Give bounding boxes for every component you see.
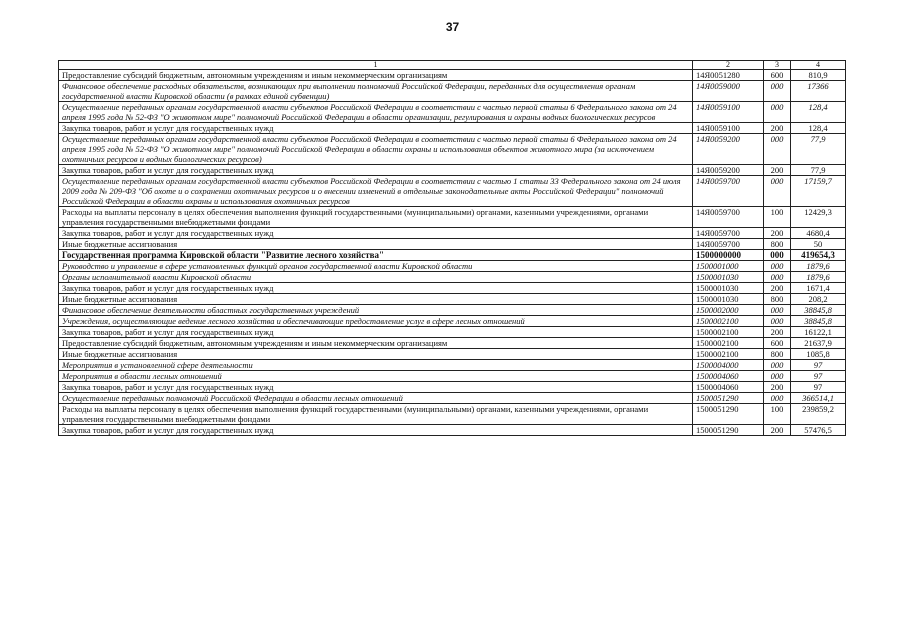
table-row: [59, 294, 846, 305]
row-code-cell: 1500002000: [693, 305, 764, 316]
table-row: [59, 349, 846, 360]
budget-table: [58, 60, 846, 436]
row-type-cell: 200: [764, 382, 791, 393]
row-amount-cell: 366514,1: [791, 393, 846, 404]
row-amount-cell: 1671,4: [791, 283, 846, 294]
row-type-cell: 000: [764, 305, 791, 316]
row-type-cell: 200: [764, 228, 791, 239]
row-type-cell: 200: [764, 165, 791, 176]
row-name-cell: Мероприятия в области лесных отношений: [59, 371, 693, 382]
table-row: [59, 70, 846, 81]
row-name-cell: Иные бюджетные ассигнования: [59, 294, 693, 305]
row-type-cell: 000: [764, 316, 791, 327]
row-name-cell: Предоставление субсидий бюджетным, автономным учреждениям и иным некоммерческим организациям: [59, 70, 693, 81]
row-type-cell: 200: [764, 327, 791, 338]
row-amount-cell: 77,9: [791, 165, 846, 176]
row-name-cell: Государственная программа Кировской области "Развитие лесного хозяйства": [59, 250, 693, 261]
row-type-cell: 000: [764, 176, 791, 207]
row-amount-cell: 21637,9: [791, 338, 846, 349]
table-row: [59, 239, 846, 250]
row-name-cell: Предоставление субсидий бюджетным, автономным учреждениям и иным некоммерческим организациям: [59, 338, 693, 349]
row-amount-cell: 4680,4: [791, 228, 846, 239]
table-row: [59, 360, 846, 371]
table-header-row: [59, 61, 846, 70]
table-row: [59, 316, 846, 327]
row-type-cell: 200: [764, 123, 791, 134]
row-name-cell: Закупка товаров, работ и услуг для государственных нужд: [59, 425, 693, 436]
row-code-cell: 14Я0051280: [693, 70, 764, 81]
row-name-cell: Осуществление переданных органам государственной власти субъектов Российской Федерации в соответствии с частью первой статьи 6 Федерального закона от 24 апреля 1995 года № 52-ФЗ "О животном мире" полномочий Российской Федерации в области охраны и использования объектов животного мира (за исключением охотничьих ресурсов и водных биологических ресурсов): [59, 134, 693, 165]
row-code-cell: 1500002100: [693, 349, 764, 360]
row-name-cell: Закупка товаров, работ и услуг для государственных нужд: [59, 165, 693, 176]
row-type-cell: 800: [764, 239, 791, 250]
row-name-cell: Мероприятия в установленной сфере деятельности: [59, 360, 693, 371]
row-amount-cell: 57476,5: [791, 425, 846, 436]
header-col-3: 3: [764, 61, 791, 70]
row-amount-cell: 97: [791, 382, 846, 393]
row-code-cell: 1500001000: [693, 261, 764, 272]
budget-table-body: [59, 61, 846, 436]
row-type-cell: 600: [764, 70, 791, 81]
row-type-cell: 000: [764, 360, 791, 371]
row-name-cell: Закупка товаров, работ и услуг для государственных нужд: [59, 382, 693, 393]
row-amount-cell: 77,9: [791, 134, 846, 165]
table-row: [59, 176, 846, 207]
row-amount-cell: 97: [791, 360, 846, 371]
row-code-cell: 14Я0059700: [693, 228, 764, 239]
row-type-cell: 800: [764, 294, 791, 305]
table-row: [59, 261, 846, 272]
row-amount-cell: 16122,1: [791, 327, 846, 338]
row-code-cell: 14Я0059100: [693, 123, 764, 134]
table-row: [59, 305, 846, 316]
row-code-cell: 1500001030: [693, 272, 764, 283]
row-code-cell: 1500051290: [693, 425, 764, 436]
row-name-cell: Расходы на выплаты персоналу в целях обеспечения выполнения функций государственными (муниципальными) органами, казенными учреждениями, органами управления государственными внебюджетными фондами: [59, 207, 693, 228]
row-amount-cell: 208,2: [791, 294, 846, 305]
row-amount-cell: 38845,8: [791, 305, 846, 316]
row-amount-cell: 17159,7: [791, 176, 846, 207]
table-row: [59, 81, 846, 102]
row-type-cell: 000: [764, 393, 791, 404]
row-code-cell: 14Я0059700: [693, 176, 764, 207]
row-amount-cell: 12429,3: [791, 207, 846, 228]
row-type-cell: 000: [764, 371, 791, 382]
table-row: [59, 371, 846, 382]
row-type-cell: 100: [764, 207, 791, 228]
row-code-cell: 1500004000: [693, 360, 764, 371]
row-amount-cell: 97: [791, 371, 846, 382]
table-row: [59, 338, 846, 349]
row-code-cell: 1500000000: [693, 250, 764, 261]
row-name-cell: Финансовое обеспечение деятельности областных государственных учреждений: [59, 305, 693, 316]
row-code-cell: 1500002100: [693, 327, 764, 338]
row-name-cell: Иные бюджетные ассигнования: [59, 349, 693, 360]
row-code-cell: 14Я0059100: [693, 102, 764, 123]
row-name-cell: Закупка товаров, работ и услуг для государственных нужд: [59, 283, 693, 294]
table-row: [59, 123, 846, 134]
row-type-cell: 100: [764, 404, 791, 425]
row-type-cell: 200: [764, 283, 791, 294]
row-code-cell: 14Я0059700: [693, 239, 764, 250]
row-amount-cell: 810,9: [791, 70, 846, 81]
row-type-cell: 800: [764, 349, 791, 360]
table-row: [59, 272, 846, 283]
row-name-cell: Закупка товаров, работ и услуг для государственных нужд: [59, 123, 693, 134]
row-name-cell: Расходы на выплаты персоналу в целях обеспечения выполнения функций государственными (муниципальными) органами, казенными учреждениями, органами управления государственными внебюджетными фондами: [59, 404, 693, 425]
row-code-cell: 1500002100: [693, 316, 764, 327]
row-type-cell: 600: [764, 338, 791, 349]
row-type-cell: 000: [764, 134, 791, 165]
row-name-cell: Органы исполнительной власти Кировской области: [59, 272, 693, 283]
row-amount-cell: 17366: [791, 81, 846, 102]
row-type-cell: 200: [764, 425, 791, 436]
row-name-cell: Учреждения, осуществляющие ведение лесного хозяйства и обеспечивающие предоставление услуг в сфере лесных отношений: [59, 316, 693, 327]
row-code-cell: 1500004060: [693, 382, 764, 393]
row-name-cell: Осуществление переданных полномочий Российской Федерации в области лесных отношений: [59, 393, 693, 404]
row-code-cell: 1500051290: [693, 404, 764, 425]
table-row: [59, 382, 846, 393]
row-type-cell: 000: [764, 261, 791, 272]
row-code-cell: 14Я0059200: [693, 165, 764, 176]
row-type-cell: 000: [764, 250, 791, 261]
table-row: [59, 134, 846, 165]
row-name-cell: Закупка товаров, работ и услуг для государственных нужд: [59, 327, 693, 338]
row-amount-cell: 50: [791, 239, 846, 250]
table-row: [59, 250, 846, 261]
row-name-cell: Осуществление переданных органам государственной власти субъектов Российской Федерации в соответствии с частью 1 статьи 33 Федерального закона от 24 июля 2009 года № 209-ФЗ "Об охоте и о сохранении охотничьих ресурсов и о внесении изменений в отдельные законодательные акты Российской Федерации" полномочий Российской Федерации в области охраны и использования охотничьих ресурсов: [59, 176, 693, 207]
row-code-cell: 14Я0059000: [693, 81, 764, 102]
table-row: [59, 404, 846, 425]
page-number: 37: [445, 20, 460, 34]
row-name-cell: Руководство и управление в сфере установленных функций органов государственной власти Кировской области: [59, 261, 693, 272]
row-type-cell: 000: [764, 272, 791, 283]
table-row: [59, 283, 846, 294]
row-amount-cell: 38845,8: [791, 316, 846, 327]
table-row: [59, 228, 846, 239]
row-type-cell: 000: [764, 81, 791, 102]
row-amount-cell: 419654,3: [791, 250, 846, 261]
row-code-cell: 14Я0059200: [693, 134, 764, 165]
row-code-cell: 1500002100: [693, 338, 764, 349]
row-code-cell: 1500051290: [693, 393, 764, 404]
row-amount-cell: 128,4: [791, 123, 846, 134]
row-name-cell: Финансовое обеспечение расходных обязательств, возникающих при выполнении полномочий Российской Федерации, переданных для осуществления органам государственной власти Кировской области (в рамках единой субвенции): [59, 81, 693, 102]
row-amount-cell: 128,4: [791, 102, 846, 123]
table-row: [59, 327, 846, 338]
row-name-cell: Закупка товаров, работ и услуг для государственных нужд: [59, 228, 693, 239]
header-col-4: 4: [791, 61, 846, 70]
row-amount-cell: 1879,6: [791, 261, 846, 272]
row-amount-cell: 1085,8: [791, 349, 846, 360]
row-amount-cell: 1879,6: [791, 272, 846, 283]
row-amount-cell: 239859,2: [791, 404, 846, 425]
table-row: [59, 425, 846, 436]
table-row: [59, 207, 846, 228]
header-col-1: 1: [59, 61, 693, 70]
row-code-cell: 1500004060: [693, 371, 764, 382]
table-row: [59, 165, 846, 176]
row-code-cell: 14Я0059700: [693, 207, 764, 228]
header-col-2: 2: [693, 61, 764, 70]
table-row: [59, 393, 846, 404]
row-name-cell: Иные бюджетные ассигнования: [59, 239, 693, 250]
row-type-cell: 000: [764, 102, 791, 123]
row-code-cell: 1500001030: [693, 283, 764, 294]
row-code-cell: 1500001030: [693, 294, 764, 305]
table-row: [59, 102, 846, 123]
row-name-cell: Осуществление переданных органам государственной власти субъектов Российской Федерации в соответствии с частью первой статьи 6 Федерального закона от 24 апреля 1995 года № 52-ФЗ "О животном мире" полномочий Российской Федерации в области организации, регулирования и охраны водных биологических ресурсов: [59, 102, 693, 123]
